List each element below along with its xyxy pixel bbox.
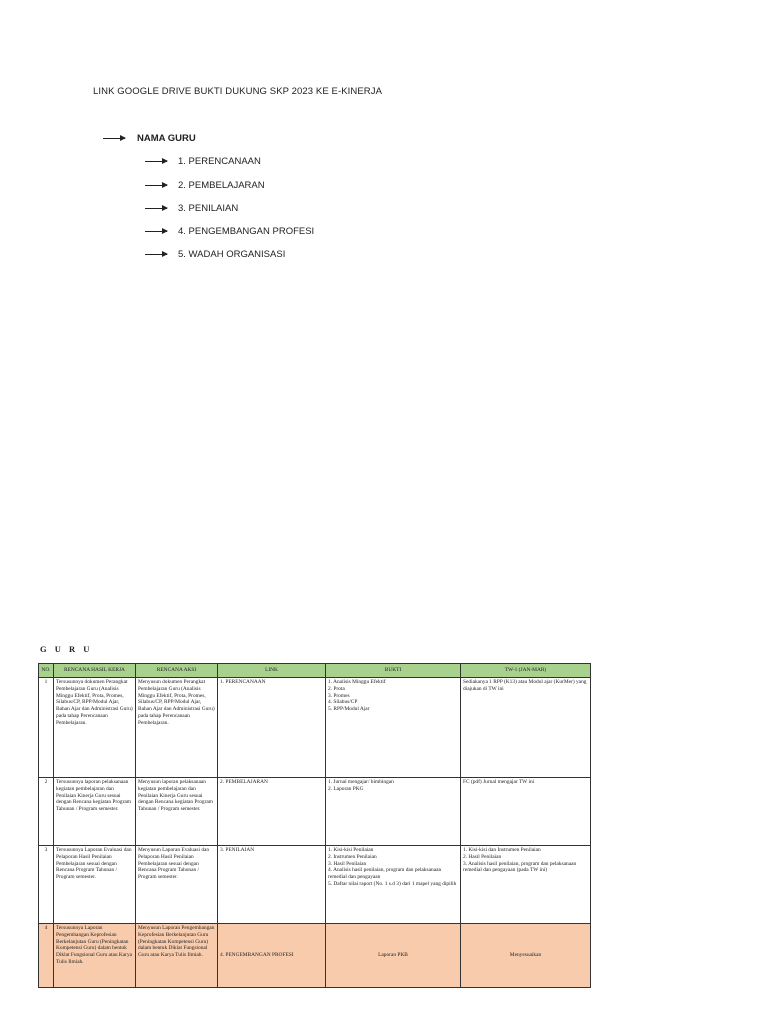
cell-tw1: Menyesuaikan <box>461 924 591 988</box>
header-link: LINK <box>218 664 326 678</box>
cell-rencana-aksi: Menyusun dokumen Perangkat Pembelajaran Guru (Analisis Minggu Efektif, Prota, Promes, Silabus/CP, RPP/Modul Ajar, Bahan Ajar dan Administrasi Guru) pada tahap Perencanaan Pembelajaran. <box>136 678 218 778</box>
tree-item <box>145 156 261 167</box>
cell-link[interactable]: 3. PENILAIAN <box>218 846 326 924</box>
document-title: LINK GOOGLE DRIVE BUKTI DUKUNG SKP 2023 KE E-KINERJA <box>93 86 383 97</box>
cell-no: 1 <box>39 678 54 778</box>
cell-tw1: FC (pdf) Jurnal mengajar TW ini <box>461 778 591 846</box>
cell-rencana-hasil-kerja: Tersusunnya laporan pelaksanaan kegiatan pembelajaran dan Penilaian Kinerja Guru sesuai dengan Rencana kegiatan Program Tahunan / Program semester. <box>54 778 136 846</box>
cell-rencana-hasil-kerja: Tersusunnya Laporan Pengembangan Keprofesian Berkelanjutan Guru (Peningkatan Kompetensi Guru) dalam bentuk Diklat Fungsional Guru atau Karya Tulis Ilmiah. <box>54 924 136 988</box>
arrow-right-icon <box>145 254 167 255</box>
arrow-right-icon <box>145 161 167 162</box>
tree-item <box>145 180 265 191</box>
tree-item-label: 3. PENILAIAN <box>178 203 239 214</box>
cell-tw1: 1. Kisi-kisi dan Instrumen Penilaian 2. Hasil Penilaian 3. Analisis hasil penilaian, program dan pelaksanaan remedial dan pengayaan (pada TW ini) <box>461 846 591 924</box>
cell-link[interactable]: 4. PENGEMBANGAN PROFESI <box>218 924 326 988</box>
tree-item-label: 1. PERENCANAAN <box>178 156 261 167</box>
tree-item-label: 4. PENGEMBANGAN PROFESI <box>178 226 315 237</box>
tree-item-label: 5. WADAH ORGANISASI <box>178 249 286 260</box>
cell-bukti: 1. Kisi-kisi Penilaian 2. Instrumen Penilaian 3. Hasil Penilaian 4. Analisis hasil penilaian, program dan pelaksanaan remedial dan pengayaan 5. Daftar nilai raport (No. 1 s.d 3) dari 1 mapel yang dipilih <box>326 846 461 924</box>
tree-item <box>145 249 285 260</box>
tree-item-label: 2. PEMBELAJARAN <box>178 180 265 191</box>
arrow-right-icon <box>145 185 167 186</box>
table-row <box>39 846 591 924</box>
header-rencana-hasil-kerja: RENCANA HASIL KERJA <box>54 664 136 678</box>
tree-root-label: NAMA GURU <box>137 133 196 144</box>
section-heading: G U R U <box>40 644 93 654</box>
table-row <box>39 678 591 778</box>
cell-link[interactable]: 2. PEMBELAJARAN <box>218 778 326 846</box>
cell-rencana-aksi: Menyusun laporan pelaksanaan kegiatan pembelajaran dan Penilaian Kinerja Guru sesuai dengan Rencana kegiatan Program Tahunan / Program semester. <box>136 778 218 846</box>
cell-rencana-aksi: Menyusun Laporan Evaluasi dan Pelaporan Hasil Penilaian Pembelajaran sesuai dengan Rencana Program Tahunan / Program semester. <box>136 846 218 924</box>
header-rencana-aksi: RENCANA AKSI <box>136 664 218 678</box>
header-no: NO. <box>39 664 54 678</box>
header-tw1: TW-1 (JAN-MAR) <box>461 664 591 678</box>
table-header-row <box>39 664 591 678</box>
cell-bukti: 1. Jurnal mengajar/ bimbingan 2. Laporan PKG <box>326 778 461 846</box>
cell-tw1: Sediakanya 1 RPP (K13) atau Modul ajar (KurMer) yang diajukan di TW ini <box>461 678 591 778</box>
arrow-right-icon <box>145 208 167 209</box>
cell-rencana-hasil-kerja: Tersusunnya Laporan Evaluasi dan Pelaporan Hasil Penilaian Pembelajaran sesuai dengan Rencana Program Tahunan / Program semester. <box>54 846 136 924</box>
table-row <box>39 778 591 846</box>
arrow-right-icon <box>145 231 167 232</box>
header-bukti: BUKTI <box>326 664 461 678</box>
cell-rencana-aksi: Menyusun Laporan Pengembangan Keprofesian Berkelanjutan Guru (Peningkatan Kompetensi Guru) dalam bentuk Diklat Fungsional Guru atau Karya Tulis Ilmiah. <box>136 924 218 988</box>
cell-no: 3 <box>39 846 54 924</box>
cell-bukti: 1. Analisis Minggu Efektif 2. Prota 3. Promes 4. Silabus/CP 5. RPP/Modul Ajar <box>326 678 461 778</box>
cell-no: 2 <box>39 778 54 846</box>
cell-rencana-hasil-kerja: Tersusunnya dokumen Perangkat Pembelajaran Guru (Analisis Minggu Efektif, Prota, Promes, Silabus/CP, RPP/Modul Ajar, Bahan Ajar dan Administrasi Guru) pada tahap Perencanaan Pembelajaran. <box>54 678 136 778</box>
arrow-right-icon <box>103 138 125 139</box>
table-row-highlighted <box>39 924 591 988</box>
cell-no: 4 <box>39 924 54 988</box>
tree-item <box>145 203 238 214</box>
skp-table <box>38 663 591 988</box>
tree-root <box>103 133 196 144</box>
cell-bukti: Laporan PKB <box>326 924 461 988</box>
cell-link[interactable]: 1. PERENCANAAN <box>218 678 326 778</box>
tree-item <box>145 226 314 237</box>
